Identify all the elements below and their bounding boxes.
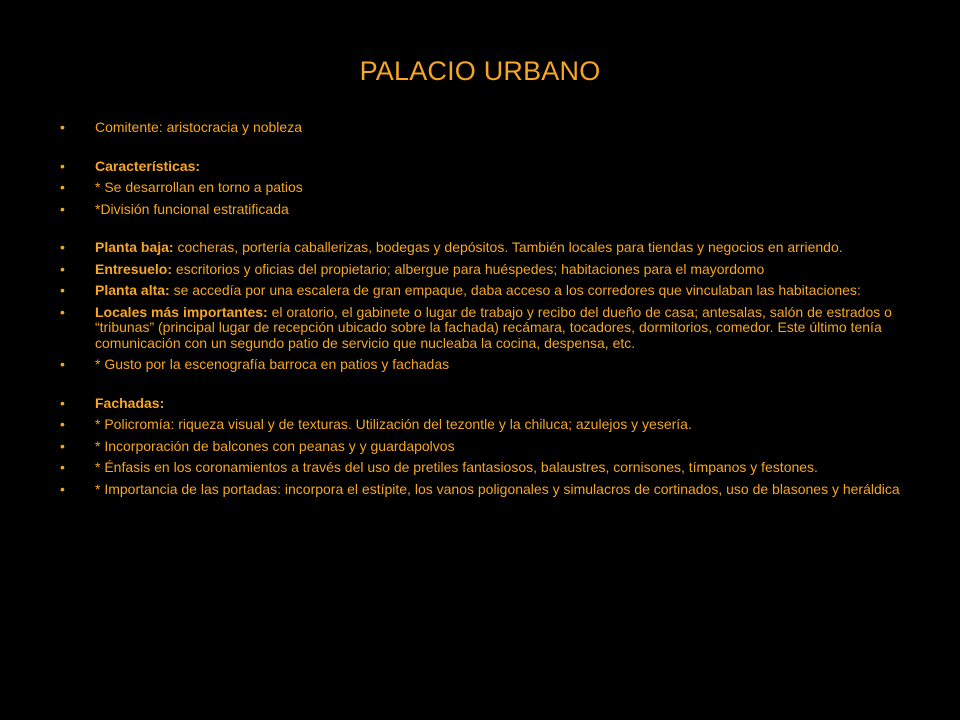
bullet-dot-icon: •: [60, 119, 65, 135]
bullet-item: [60, 305, 910, 352]
bullet-lead: Características:: [95, 157, 201, 174]
bullet-lead: Planta alta:: [95, 282, 170, 298]
bullet-text: * Importancia de las portadas: incorpora el estípite, los vanos poligonales y simulacros de cortinados, uso de blasones y heráldica: [95, 480, 900, 497]
bullet-item: [60, 283, 910, 299]
bullet-item: [60, 202, 910, 218]
bullet-dot-icon: •: [60, 356, 65, 372]
bullet-text: el oratorio, el gabinete o lugar de trabajo y recibo del dueño de casa; antesalas, salón de estrados o “tribunas” (principal lugar de recepción ubicado sobre la fachada) recámara, tocadores, dormitorios, comedor. Este último tenía comunicación con un segundo patio de servicio que nucleaba la cocina, despensa, etc.: [95, 303, 892, 351]
bullet-lead: Locales más importantes:: [95, 303, 268, 320]
bullet-text: * Énfasis en los coronamientos a través del uso de pretiles fantasiosos, balaustres, cornisones, tímpanos y festones.: [95, 459, 818, 475]
bullet-item: [60, 262, 910, 278]
bullet-item: [60, 460, 910, 476]
bullet-dot-icon: •: [60, 239, 65, 255]
bullet-item: [60, 120, 910, 136]
bullet-item: [60, 159, 910, 175]
bullet-dot-icon: •: [60, 459, 65, 475]
bullet-dot-icon: •: [60, 303, 65, 320]
bullet-dot-icon: •: [60, 416, 65, 432]
bullet-dot-icon: •: [60, 179, 65, 195]
bullet-dot-icon: •: [60, 437, 65, 454]
bullet-text: se accedía por una escalera de gran empaque, daba acceso a los corredores que vinculaban las habitaciones:: [169, 282, 861, 298]
bullet-text: Comitente: aristocracia y nobleza: [95, 119, 302, 135]
bullet-text: cocheras, portería caballerizas, bodegas y depósitos. También locales para tiendas y negocios en arriendo.: [173, 239, 843, 255]
bullet-dot-icon: •: [60, 260, 65, 277]
bullet-text: * Policromía: riqueza visual y de texturas. Utilización del tezontle y la chiluca; azulejos y yesería.: [95, 416, 692, 432]
bullet-dot-icon: •: [60, 157, 65, 174]
bullet-dot-icon: •: [60, 282, 65, 298]
bullet-text: * Incorporación de balcones con peanas y y guardapolvos: [95, 437, 455, 454]
bullet-text: * Gusto por la escenografía barroca en patios y fachadas: [95, 356, 450, 372]
bullet-item: [60, 240, 910, 256]
bullet-item: [60, 439, 910, 455]
bullet-text: *División funcional estratificada: [95, 200, 289, 217]
bullet-item: [60, 417, 910, 433]
bullet-dot-icon: •: [60, 480, 65, 497]
bullet-lead: Entresuelo:: [95, 260, 173, 277]
bullet-text: escritorios y oficias del propietario; albergue para huéspedes; habitaciones para el mayordomo: [172, 260, 765, 277]
bullet-lead: Fachadas:: [95, 394, 165, 411]
bullet-lead: Planta baja:: [95, 239, 174, 255]
bullet-list: [60, 120, 910, 497]
bullet-item: [60, 357, 910, 373]
bullet-item: [60, 180, 910, 196]
bullet-dot-icon: •: [60, 394, 65, 411]
slide-title: PALACIO URBANO: [359, 56, 601, 86]
bullet-item: [60, 482, 910, 498]
bullet-item: [60, 396, 910, 412]
bullet-dot-icon: •: [60, 200, 65, 217]
bullet-text: * Se desarrollan en torno a patios: [95, 179, 303, 195]
